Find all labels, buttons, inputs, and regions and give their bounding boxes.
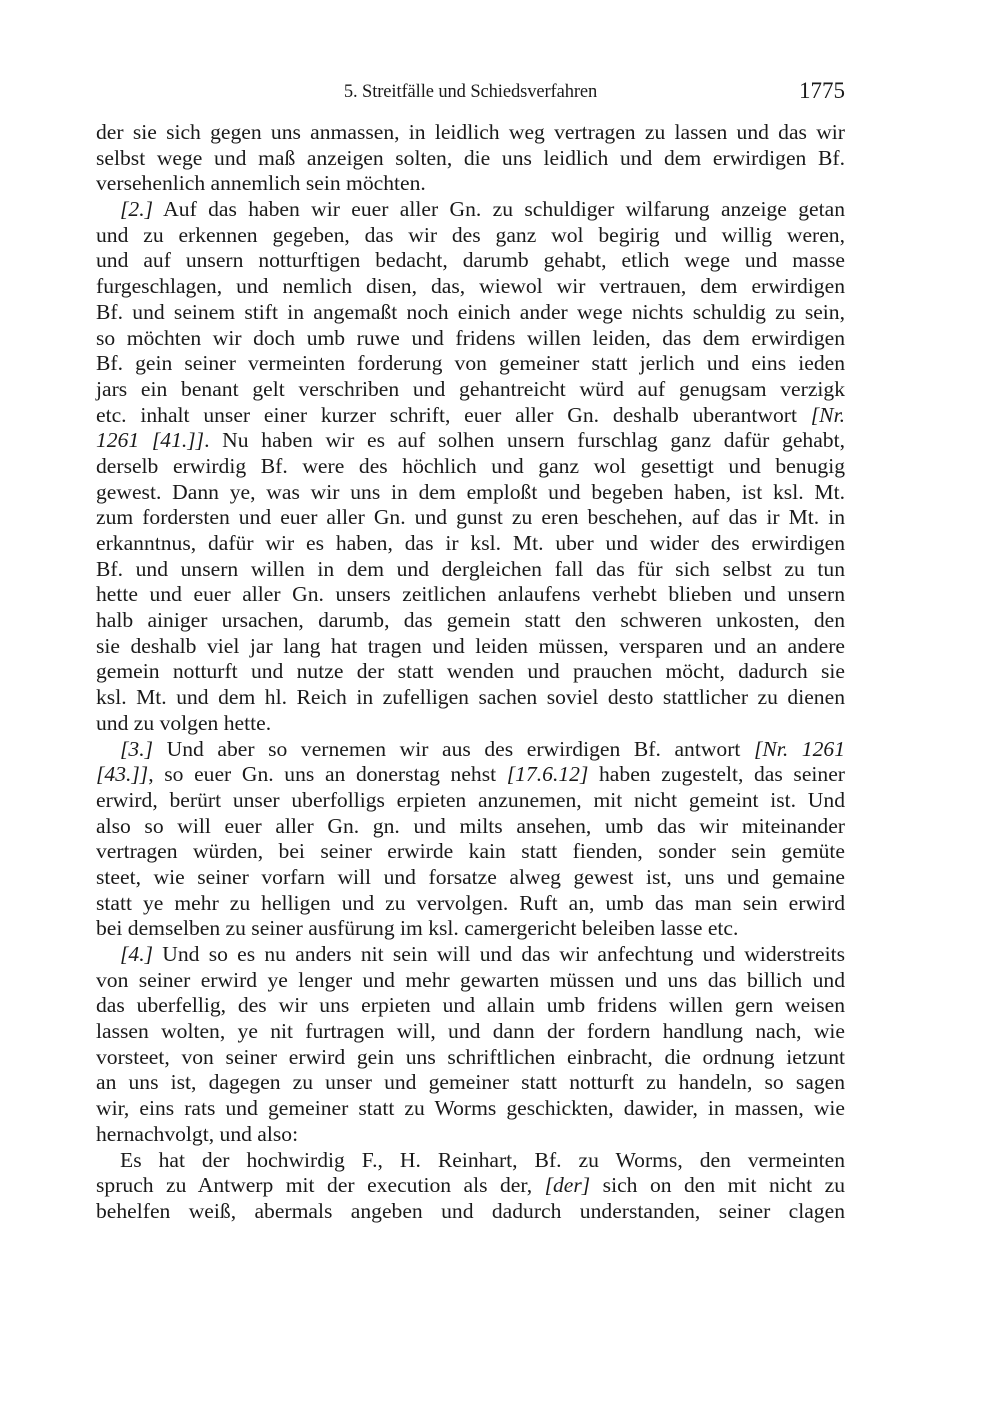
editorial-reference: 1261 [41.]] [96,428,205,453]
section-title: 5. Streitfälle und Schiedsverfahren [343,82,598,102]
editorial-reference: [17.6.12] [506,762,589,787]
text-segment: lassen wolten, ye nit furtragen will, und dann der fordern handlung nach, wie [96,1019,845,1044]
text-line [96,454,845,480]
text-segment: selbst wege und maß anzeigen solten, die uns leidlich und dem erwirdigen Bf. [96,145,845,170]
text-line [96,274,845,300]
text-line [96,428,845,454]
text-segment: bei demselben zu seiner ausfürung im ksl. camergericht beleiben lasse etc. [96,916,739,941]
editorial-reference: [der] [544,1173,591,1198]
text-line [96,531,845,557]
text-line [96,351,845,377]
text-segment: steet, wie seiner vorfarn will und forsatze alweg gewest ist, uns und gemaine [96,864,845,889]
text-line [96,146,845,172]
text-segment: das uberfellig, des wir uns erpieten und allain umb fridens willen gern weisen [96,993,845,1018]
text-segment: furgeschlagen, und nemlich disen, das, wiewol wir vertrauen, dem erwirdigen [96,274,845,299]
text-segment: Es hat der hochwirdig F., H. Reinhart, Bf. zu Worms, den vermeinten [120,1147,845,1172]
text-line [96,377,845,403]
editorial-reference: [3.] [120,736,154,761]
text-line [96,1122,845,1148]
text-line [96,916,845,942]
text-line [96,326,845,352]
editorial-reference: [4.] [120,942,154,966]
text-line [96,1045,845,1071]
text-segment: haben zugestelt, das seiner [588,762,845,787]
text-line [96,300,845,326]
text-segment: hernachvolgt, und also: [96,1121,299,1146]
text-segment: von seiner erwird ye lenger und mehr gewarten müssen und uns das billich und [96,967,845,992]
editorial-reference: [43.]] [96,762,149,787]
text-segment: so möchten wir doch umb ruwe und fridens willen leiden, das dem erwirdigen [96,325,845,350]
text-segment: . Nu haben wir es auf solhen unsern furschlag ganz dafür gehabt, [204,428,845,453]
text-segment: und zu volgen hette. [96,710,272,735]
text-line [96,582,845,608]
text-segment: Bf. und unsern willen in dem und dergleichen fall das für sich selbst zu tun [96,556,845,581]
text-line [96,659,845,685]
text-segment: Und aber so vernemen wir aus des erwirdigen Bf. antwort [153,736,754,761]
text-line [96,171,845,197]
text-segment: etc. inhalt unser einer kurzer schrift, euer aller Gn. deshalb uberantwort [96,402,811,427]
text-line [96,762,845,788]
text-segment: Bf. und seinem stift in angemaßt noch einich ander wege nichts schuldig zu sein, [96,299,845,324]
text-segment: Bf. gein seiner vermeinten forderung von gemeiner statt jerlich und eins ieden [96,351,845,376]
text-segment: vertragen würden, bei seiner erwirde kain statt fienden, sonder sein gemüte [96,839,845,864]
text-line [96,1019,845,1045]
text-line [96,480,845,506]
text-segment: erwird, berürt unser uberfolligs erpieten anzunemen, mit nicht gemeint ist. Und [96,787,845,812]
text-segment: halb ainiger ursachen, darumb, das gemein statt den schweren unkosten, den [96,608,845,633]
text-segment: sich on den mit nicht zu [590,1173,845,1198]
text-segment: , so euer Gn. uns an donerstag nehst [148,762,507,787]
page-number: 1775 [799,78,845,103]
editorial-reference: [2.] [120,197,154,222]
editorial-reference: [Nr. 1261 [754,736,845,761]
text-line [96,711,845,737]
text-segment: hette und euer aller Gn. unsers zeitlichen anlaufens verhebt blieben und unsern [96,582,845,607]
text-segment: also so will euer aller Gn. gn. und milts ansehen, umb das wir miteinander [96,813,845,838]
text-line [96,505,845,531]
text-line [96,1070,845,1096]
text-segment: behelfen weiß, abermals angeben und dadurch understanden, seiner clagen [96,1198,845,1223]
text-segment: gemein notturft und nutze der statt wenden und prauchen möcht, dadurch sie [96,659,845,684]
text-segment: der sie sich gegen uns anmassen, in leidlich weg vertragen zu lassen und das wir [96,120,845,144]
text-line [96,1096,845,1122]
text-segment: sie deshalb viel jar lang hat tragen und leiden müssen, versparen und an andere [96,633,845,658]
text-line [96,968,845,994]
text-segment: Auf das haben wir euer aller Gn. zu schuldiger wilfarung anzeige getan [153,197,845,222]
text-segment: an uns ist, dagegen zu unser und gemeiner statt notturft zu handeln, so sagen [96,1070,845,1095]
text-segment: derselb erwirdig Bf. were des höchlich und ganz wol gesettigt und benugig [96,453,845,478]
text-line [96,557,845,583]
text-line [96,120,845,146]
text-segment: und zu erkennen gegeben, das wir des ganz wol begirig und willig weren, [96,222,845,247]
text-line [96,737,845,763]
text-segment: Und so es nu anders nit sein will und das wir anfechtung und widerstreits [153,942,845,966]
text-segment: erkanntnus, dafür wir es haben, das ir ksl. Mt. uber und wider des erwirdigen [96,531,845,555]
text-line [96,608,845,634]
text-segment: und auf unsern notturftigen bedacht, darumb gehabt, etlich wege und masse [96,248,845,273]
text-segment: statt ye mehr zu helligen und zu vervolgen. Ruft an, umb das man sein erwird [96,890,845,915]
text-line [96,865,845,891]
body-text [96,120,845,1225]
text-line [96,788,845,814]
text-line [96,403,845,429]
text-segment: versehenlich annemlich sein möchten. [96,171,426,196]
text-line [96,942,845,968]
text-segment: wir, eins rats und gemeiner statt zu Worms geschickten, dawider, in massen, wie [96,1096,845,1121]
text-line [96,839,845,865]
text-line [96,685,845,711]
text-line [96,891,845,917]
text-segment: zum fordersten und euer aller Gn. und gunst zu eren beschehen, auf das ir Mt. in [96,505,845,530]
text-segment: ksl. Mt. und dem hl. Reich in zufelligen sachen soviel desto stattlicher zu dienen [96,685,845,710]
text-line [96,1173,845,1199]
text-segment: gewest. Dann ye, was wir uns in dem emploßt und begeben haben, ist ksl. Mt. [96,479,845,504]
running-head [96,78,845,108]
text-line [96,634,845,660]
text-segment: jars ein benant gelt verschriben und gehantreicht würd auf genugsam verzigk [96,376,845,401]
text-line [96,248,845,274]
text-line [96,1199,845,1225]
text-line [96,1148,845,1174]
text-line [96,993,845,1019]
text-line [96,197,845,223]
text-line [96,223,845,249]
text-segment: vorsteet, von seiner erwird gein uns schriftlichen einbracht, die ordnung ietzunt [96,1044,845,1069]
editorial-reference: [Nr. [810,402,845,427]
text-line [96,814,845,840]
text-segment: spruch zu Antwerp mit der execution als der, [96,1173,545,1198]
